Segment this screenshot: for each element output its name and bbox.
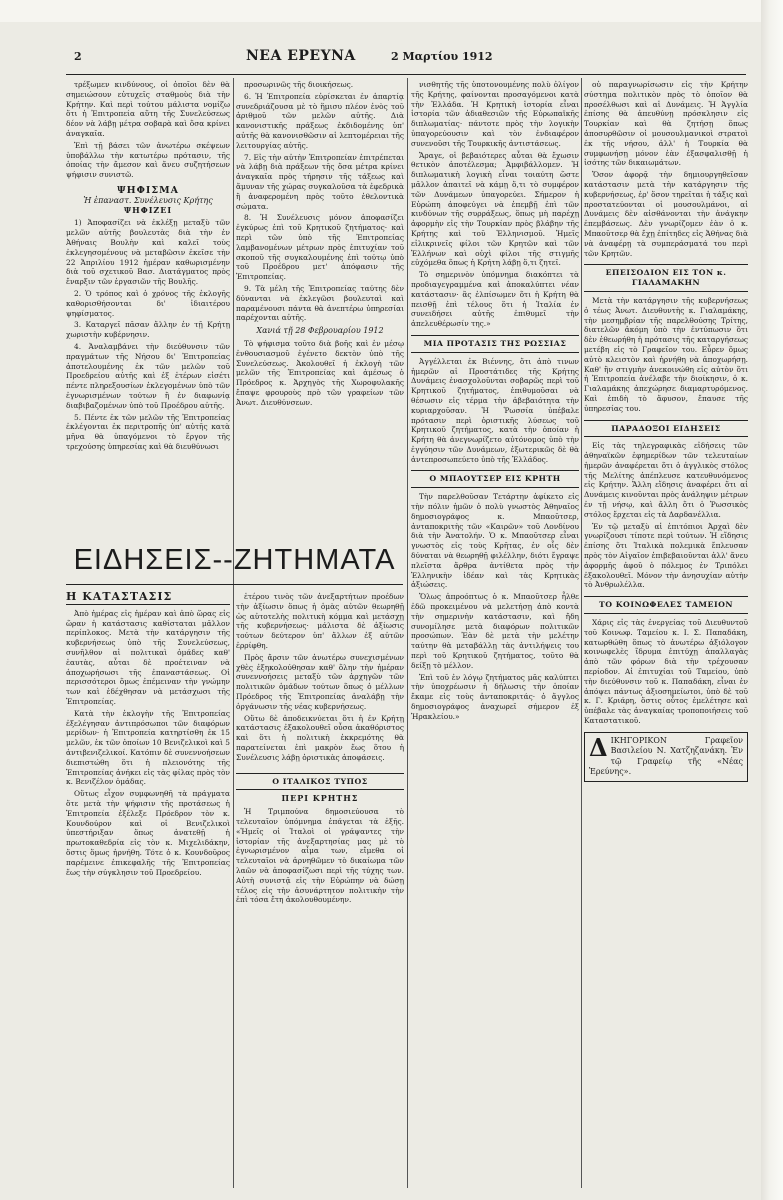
- ad-text: ΙΚΗΓΟΡΙΚΟΝ Γραφεῖον Βασιλείου Ν. Χατζηζανάκη. Ἐν τῷ Γραφείῳ τῆς «Νέας Ἐρεύνης».: [589, 735, 743, 777]
- article-text: Τὸ σημερινὸν ὑπόμνημα διακόπτει τὰ προδιαγεγραμμένα καὶ ἀποκαλύπτει νέαν κατάστασιν· ἂς ἐλπίσωμεν ὅτι ἡ Κρήτη θὰ πεισθῇ ἐπὶ τέλους ὅτι ἡ Ἰταλία ἐν συνειδήσει αὐτῆς ἐπιθυμεῖ τὴν ἀπελευθέρωσίν της.»: [411, 270, 579, 329]
- column-divider: [581, 78, 582, 1188]
- advertisement-box: [584, 732, 748, 782]
- column-4: [584, 80, 748, 1190]
- ribbon-rule: [66, 584, 403, 585]
- italikos-subheading: ΠΕΡΙ ΚΡΗΤΗΣ: [281, 793, 359, 804]
- column-1: [66, 80, 230, 530]
- article-text: Μετὰ τὴν κατάργησιν τῆς κυβερνήσεως ὁ τέως Ἀνωτ. Διευθυντὴς κ. Γιαλαμάκης, τὴν μεσημβρίαν τῆς παρελθούσης Τρίτης, διατελῶν ἀκόμη ὑπὸ τὴν ἐντύπωσιν ὅτι δὲν ἐθεωρήθη ἡ πρότασις τῆς καταργήσεως μετέβη εἰς τὸ Γραφεῖον του. Εὗρεν ὅμως αὐτὸ κλειστὸν καὶ ἠρνήθη νὰ ἀποχωρήσῃ. Καθ' ἣν στιγμὴν ἀνεκοινώθη εἰς αὐτὸν ὅτι ἡ Ἐπιτροπεία ἀνέλαβε τὴν διοίκησιν, ὁ κ. Γιαλαμάκης ἀπεχώρησε διαμαρτυρόμενος. Καὶ ἐπιδὴ τὸ ἄφυσον, ἔπαυσε τῆς ὑπηρεσίας του.: [584, 295, 748, 413]
- katastasis-article: [66, 592, 230, 1192]
- article-text: Ἡ Τριμπούνα δημοσιεύουσα τὸ τελευταῖον ὑπόμνημα ἐπάγεται τὰ ἑξῆς. «Ἡμεῖς οἱ Ἰταλοὶ οἱ γράψαντες τὴν ἱστορίαν τῆς ἀνεξαρτησίας μας μὲ τὸ ἐγνωρισμένον αἷμα των, εἴμεθα οἱ τελευταῖοι νὰ ἀρνηθῶμεν τὸ δικαίωμα τῶν λαῶν νὰ ἀποφασίζωσι περὶ τῆς τύχης των. Αὐτὴ συνιστᾷ εἰς τὴν Εὐρώπην νὰ δώσῃ τέλος εἰς τὴν ἀσυνάρτητον πολιτικὴν τὴν ἐπὶ τόσα ἔτη ἀκολουθουμένην.: [236, 807, 404, 905]
- column-divider: [407, 78, 408, 1188]
- article-text: Ἄραγε, οἱ βεβαιότερες αὗται θὰ ἔχωσιν θετικὸν ἀποτέλεσμα; Ἀμφιβάλλομεν. Ἡ διπλωματικὴ λογικὴ εἶναι τοιαύτη ὥστε μᾶλλον ἀπαιτεῖ νὰ κάμῃ ὅ,τι τὸ συμφέρον τῶν Δυνάμεων ὑπαγορεύει. Σήμερον ἡ Εὐρώπη ἀποφεύγει νὰ ἐπεμβῇ ἐπὶ τῶν κινδύνων τῆς συρράξεως, ὅπως μὴ παρέχῃ ἀφορμὴν εἰς τὴν Τουρκίαν πρὸς βλάβην τῆς Κρήτης καὶ τοῦ Ἑλληνισμοῦ. Ἡμεῖς εἰλικρινεῖς φίλοι τῶν Κρητῶν καὶ τῶν Ἑλλήνων καὶ οὐχὶ φίλοι τῆς στιγμῆς εὐχόμεθα ὅπως ἡ Κρήτη λάβῃ ὅ,τι ζητεῖ.: [411, 150, 579, 268]
- resolution-item: 7. Εἰς τὴν αὐτὴν Ἐπιτροπείαν ἐπιτρέπεται νὰ λάβῃ διὰ πράξεων τῆς ὅσα μέτρα κρίνει ἀναγκαῖα πρὸς τήρησιν τῆς τάξεως καὶ ἄμυναν τῆς χώρας συγκαλοῦσα τὰ ἐφεδρικὰ ἢ ἀναφερομένη πρὸς τοῦτο ἐθελοντικὰ σώματα.: [236, 152, 404, 211]
- dateline: Χανιά τῇ 28 Φεβρουαρίου 1912: [256, 326, 384, 336]
- article-text: Εἰς τὰς τηλεγραφικὰς εἰδήσεις τῶν ἀθηναϊκῶν ἐφημερίδων τῶν τελευταίων ἡμερῶν ἀναφέρεται ὅτι ὁ ἀγγλικὸς στόλος τῆς Μελίτης ἀπέπλευσε κατευθυνόμενος εἰς Κρήτην. Ἄλλη εἴδησις ἀναφέρει ὅτι αἱ Δυνάμεις κινοῦνται πρὸς ἀνάληψιν μέτρων ἐν τῇ νήσῳ, καὶ ἄλλη ὅτι ὁ Ῥωσσικὸς στόλος ἔρχεται εἰς τὰ Δαρδανέλλια.: [584, 441, 748, 519]
- article-text: τρέξωμεν κινδύνους, οἱ ὁποῖοι δὲν θὰ σημειώσουν εὐτυχεῖς σταθμοὺς διὰ τὴν Κρήτην. Καὶ περὶ τούτου μάλιστα νομίζω ὅτι ἡ Ἐπιτροπεία αὕτη τῆς Συνελεύσεως δέον νὰ λάβῃ μέτρα σοβαρὰ καὶ ὅσα κρίνει ἀναγκαῖα.: [66, 80, 230, 138]
- column-2-top: [236, 80, 404, 530]
- resolution-item: 2. Ὁ τρόπος καὶ ὁ χρόνος τῆς ἐκλογῆς καθορισθήσονται δι' ἰδιαιτέρου ψηφίσματος.: [66, 288, 230, 318]
- section-ribbon: ΕΙΔΗΣΕΙΣ--ΖΗΤΗΜΑΤΑ: [73, 544, 396, 576]
- article-text: Ἐπὶ τοῦ ἐν λόγῳ ζητήματος μᾶς καλύπτει τὴν ὑποχρέωσιν ἡ δήλωσις τὴν ὁποίαν ἔκαμε εἰς τοὺς ἀνταποκριτάς· ὁ ἄγγλος δημοσιογράφος ἀναχωρεῖ σήμερον ἐξ Ἠρακλείου.»: [411, 672, 579, 721]
- resolution-item: 9. Τὰ μέλη τῆς Ἐπιτροπείας ταύτης δὲν δύνανται νὰ ἐκλεγῶσι βουλευταὶ καὶ παραμένουσι πάντα θὰ ἀνεπτέρω ὑπηρεσίαι παρέχονται αὐτῆς.: [236, 283, 404, 323]
- header-rule: [66, 74, 746, 75]
- article-text: Οὕτω δὲ ἀποδεικνύεται ὅτι ἡ ἐν Κρήτῃ κατάστασις ἐξακολουθεῖ οὖσα ἀκαθόριστος καὶ ὅτι ἡ πολιτικὴ ἐκκρεμότης θὰ παρατείνεται ἐπὶ μακρὸν ἕως ὅτου ἡ Συνέλευσις λάβῃ ὁριστικὰς ἀποφάσεις.: [236, 713, 404, 762]
- article-text: προσωρινῶς τῆς διοικήσεως.: [244, 80, 354, 89]
- scan-binding-edge: [761, 0, 783, 1200]
- article-text: Ἀπὸ ἡμέρας εἰς ἡμέραν καὶ ἀπὸ ὥρας εἰς ὥραν ἡ κατάστασις καθίσταται μᾶλλον περίπλοκος. Μετὰ τὴν κατάργησιν τῆς κυβερνήσεως ὑπὸ τῆς Συνελεύσεως, συνῆλθον αἱ πολιτικαὶ ὁμάδες καθ' ἑαυτὰς, αὗται δὲ προέτειναν νὰ ἀποχωρήσωσι τῆς ἐπαναστάσεως. Οἱ περισσότεροι ὅμως ἐπέμειναν τὴν γνώμην των καὶ ἐδέχθησαν νὰ μετάσχωσι τῆς Ἐπιτροπείας.: [66, 608, 230, 706]
- article-text: Τὴν παρελθοῦσαν Τετάρτην ἀφίκετο εἰς τὴν πόλιν ἡμῶν ὁ πολὺ γνωστὸς Ἀθηναῖος δημοσιογράφος κ. Μπαοῦτσερ, ἀνταποκριτὴς τῶν «Καιρῶν» τοῦ Λονδίνου διὰ τὴν Ἀνατολήν. Ὁ κ. Μπαοῦτσερ εἶναι γνωστὸς εἰς τοὺς Κρῆτας, ἐν οἷς δὲν δύναται νὰ θεωρηθῇ φιλέλλην, διότι ἔγραψε πλεῖστα ἄρθρα ἀντίθετα πρὸς τὴν Ἑλληνικὴν ἰδέαν καὶ τὰς Κρητικὰς ἀξιώσεις.: [411, 492, 579, 590]
- article-text: Ἐν τῷ μεταξὺ αἱ ἐπιτόπιοι Ἀρχαὶ δὲν γνωρίζουσι τίποτε περὶ τούτων. Ἡ εἴδησις ἐπίσης ὅτι Ἰταλικὰ πολεμικὰ ἔπλευσαν πρὸς τὸν Αἰγαῖον ἐπιβεβαιοῦνται ἀλλ' ἄνευ ἀφορμῆς ἀφοῦ ὁ πόλεμος ἐν Τριπόλει ἐξακολουθεῖ. Μόνον τὴν ἀνησυχίαν αὐτὴν τὸ Ἀνθρωλέλλα.: [584, 521, 748, 590]
- scan-top-strip: [0, 0, 783, 22]
- column-2-bottom: [236, 592, 404, 1192]
- article-text: οὐ παραγνωρίσωσιν εἰς τὴν Κρήτην σύστημα πολιτικὸν πρὸς τὸ ὁποῖον θὰ προσέλθωσι καὶ αἱ Δυνάμεις. Ἡ Ἀγγλία ἐπίσης θὰ ἀπευθύνῃ πρόσκλησιν εἰς Τουρκίαν καὶ θὰ ζητήσῃ ὅπως ἀποσυρθῶσιν οἱ μουσουλμανικοὶ στρατοὶ ἐκ τῆς νήσου, ἀλλ' ἡ Τουρκία θὰ συμφωνήσῃ μόνον ἐὰν ἐξασφαλισθῇ ἡ ἰσότης τῶν δικαιωμάτων.: [584, 80, 748, 168]
- resolution-item: 1) Ἀποφασίζει νὰ ἐκλέξῃ μεταξὺ τῶν μελῶν αὐτῆς βουλευτὰς διὰ τὴν ἐν Ἀθήναις Βουλὴν καὶ καλεῖ τοὺς ἐκλεγησομένους νὰ μεταβῶσιν ἐκεῖσε τὴν 22 Ἀπριλίου 1912 ἡμέραν καθωρισμένην διὰ τοῦ σχετικοῦ Βασ. Διατάγματος πρὸς ἔναρξιν τῶν ἐργασιῶν τῆς Βουλῆς.: [66, 218, 230, 287]
- article-text: Χάρις εἰς τὰς ἐνεργείας τοῦ Διευθυντοῦ τοῦ Κοινωφ. Ταμείου κ. Ι. Σ. Παπαδάκη, κατωρθώθη ὅπως τὸ ἀνωτέρω ἀξιόλογον κοινωφελὲς ἵδρυμα ἐπιτύχῃ ἀπαλλαγὰς ἀπὸ τῶν φόρων διὰ τὴν τρέχουσαν περίοδον. Αἱ ἐπιτυχίαι τοῦ Ταμείου, ὑπὸ τὴν διεύθυνσιν τοῦ κ. Παπαδάκη, εἶναι ἐν ἀπόψει πάντως ἀξιοσημείωτοι, ὑπὸ δὲ τοῦ κ. Γ. Κριάρη, ὅστις οὗτος ἐμελέτησε καὶ ὑπέβαλε τὰς ἀναγκαίας τροποποιήσεις τοῦ Καταστατικοῦ.: [584, 618, 748, 726]
- tameion-heading: ΤΟ ΚΟΙΝΩΦΕΛΕΣ ΤΑΜΕΙΟΝ: [584, 596, 748, 614]
- gialamakis-heading: ΕΠΕΙΣΟΔΙΟΝ ΕΙΣ ΤΟΝ κ. ΓΙΑΛΑΜΑΚΗΝ: [584, 264, 748, 292]
- article-text: Οὕτως εἶχον συμφωνηθῆ τὰ πράγματα ὅτε μετὰ τὴν ψήφισιν τῆς προτάσεως ἡ Ἐπιτροπεία ἐξέλεξε Πρόεδρον τὸν κ. Κουνδούρον καὶ οἱ Βενιζελικοὶ ὑπεστήριξαν ὅπως ἀνατεθῇ ἡ πρωτοκαθεδρία εἰς τὸν κ. Μιχελιδάκην, ὅστις ὅμως ἠρνήθη. Τότε ὁ κ. Κουνδοῦρος παρέμεινε ἐπικεφαλῆς τῆς Ἐπιτροπείας ἕως τὴν σύγκλησιν τοῦ Προεδρείου.: [66, 789, 230, 877]
- article-text: Ὅλως ἀπροόπτως ὁ κ. Μπαοῦτσερ ἦλθε ἐδῶ προκειμένου νὰ μελετήσῃ ἀπὸ κοντὰ τὴν σημερινὴν κατάστασιν, καὶ ἤδη συνομίλησε μετὰ διαφόρων πολιτικῶν προσώπων. Ἐὰν δὲ μετὰ τὴν μελέτην ταύτην θὰ μεταβάλλῃ τὰς ἀντιλήψεις του περὶ τοῦ Κρητικοῦ ζητήματος, τοῦτο θὰ δείξῃ τὸ μέλλον.: [411, 592, 579, 670]
- ad-drop-cap: Δ: [589, 732, 608, 762]
- psifisma-subheading: Ἡ ἐπαναστ. Συνέλευσις Κρήτης: [83, 195, 213, 205]
- resolution-item: 3. Καταργεῖ πᾶσαν ἄλλην ἐν τῇ Κρήτῃ χωριστὴν κυβέρνησιν.: [66, 320, 230, 340]
- resolution-item: 4. Ἀναλαμβάνει τὴν διεύθυνσιν τῶν πραγμάτων τῆς Νήσου δι' Ἐπιτροπείας ἀποτελουμένης ἐκ τῶν μελῶν τοῦ Προεδρείου αὐτῆς καὶ ἐξ ἑτέρων εἰσέτι πέντε πληρεξουσίων ἐκλεγομένων ὑπὸ τῶν ἐγνωρισμένων τούτων ἢ ἐν διαφωνίᾳ διαβιβαζομένων ὑπὸ τοῦ Προέδρου αὐτῆς.: [66, 341, 230, 410]
- psifizei-heading: ΨΗΦΙΖΕΙ: [123, 204, 173, 215]
- psifisma-heading: ΨΗΦΙΣΜΑ: [117, 184, 179, 196]
- column-divider: [233, 78, 234, 1188]
- issue-date: 2 Μαρτίου 1912: [391, 50, 493, 63]
- article-text: Τὸ ψήφισμα τοῦτο διὰ βοῆς καὶ ἐν μέσῳ ἐνθουσιασμοῦ ἐγένετο δεκτὸν ὑπὸ τῆς Συνελεύσεως. Ἀκολουθεῖ ἡ ἐκλογὴ τῶν μελῶν τῆς Ἐπιτροπείας καὶ ἀμέσως ὁ Πρόεδρος κ. Ἀρχηγὸς τῆς Χωροφυλακῆς ἔπαψε φρουροὺς πρὸ τῶν γραφείων τῶν Ἀνωτ. Διευθύνσεων.: [236, 338, 404, 407]
- article-text: ἑτέρου τινὸς τῶν ἀνεξαρτήτων προέδων τὴν ἀξίωσιν ὅπως ἡ ὁμὰς αὐτῶν θεωρηθῇ ὡς αὐτοτελὴς πολιτικὴ κόμμα καὶ μετάσχῃ τῆς κυβερνήσεως· μάλιστα δὲ ἀξίωσις τούτων δεύτερον ὑπ' ἄλλων ἐξ αὐτῶν ἐρρίφθη.: [236, 592, 404, 650]
- article-text: Κατὰ τὴν ἐκλογὴν τῆς Ἐπιτροπείας ἐξελέγησαν ἀντιπρόσωποι τῶν διαφόρων μερίδων· ἡ Ἐπιτροπεία κατηρτίσθη ἐκ 15 μελῶν, ἐκ τῶν ὁποίων 10 Βενιζελικοὶ καὶ 5 ἀντιβενιζελικοί. Κατόπιν δὲ συνεννοήσεων διεπιστώθη ὅτι ἡ πλειονότης τῆς Ἐπιτροπείας ἀνήκει εἰς τὰς φίλας πρὸς τὸν κ. Βενιζέλον ὁμάδας.: [66, 708, 230, 787]
- newspaper-page: [56, 34, 756, 1194]
- katastasis-heading: Η ΚΑΤΑΣΤΑΣΙΣ: [66, 592, 230, 605]
- article-text: Ἀγγέλλεται ἐκ Βιέννης, ὅτι ἀπὸ τινων ἡμερῶν αἱ Προστάτιδες τῆς Κρήτης Δυνάμεις ἐνασχολοῦνται σοβαρῶς περὶ τοῦ Κρητικοῦ ζητήματος, ἐπιθυμοῦσαι νὰ θέσωσιν εἰς τέρμα τὴν ἀβεβαιότητα τὴν κυριαρχοῦσαν. Ἡ Ῥωσσία ὑπέβαλε πρότασιν περὶ ὁριστικῆς λύσεως τοῦ Κρητικοῦ ζητήματος, κατὰ τὴν ὁποίαν ἡ Κρήτη θὰ ἀνεγνωρίζετο αὐτόνομος ὑπὸ τὴν ἐγγύησιν τῶν Δυνάμεων, ἐξωτερικῶς δὲ θὰ ἀντεπροσωπεύετο ὑπὸ τῆς Ἑλλάδος.: [411, 356, 579, 464]
- article-text: Ἐπὶ τῇ βάσει τῶν ἀνωτέρω σκέψεων ὑποβάλλω τὴν κατωτέρω πρότασιν, τῆς ὁποίας τὴν ἄμεσον καὶ ἄνευ συζητήσεων ψήφισιν συνιστῶ.: [66, 140, 230, 180]
- article-text: Πρὸς ἄρσιν τῶν ἀνωτέρω συνεχισμένων χθὲς ἐξηκολούθησαν καθ' ὅλην τὴν ἡμέραν συνεννοήσεις μεταξὺ τῶν ἀρχηγῶν τῶν πολιτικῶν ὁμάδων τούτων ὅπως ὁ μέλλων Πρόεδρος τῆς Ἐπιτροπείας ἀναλάβῃ τὴν ὀργάνωσιν τῆς νέας κυβερνήσεως.: [236, 652, 404, 711]
- article-text: Ὅσον ἀφορᾷ τὴν δημιουργηθεῖσαν κατάστασιν μετὰ τὴν κατάργησιν τῆς κυβερνήσεως, ἐρ' ὅσον τηρεῖται ἡ τάξις καὶ προστατεύονται οἱ μουσουλμάνοι, αἱ Δυνάμεις δὲν αἰσθάνονται τὴν ἀνάγκην ἐπεμβάσεως. Δὲν γνωρίζομεν ἐὰν ὁ κ. Μπαοῦτσερ θὰ ἔχῃ ἐπίτηδες εἰς Ἀθήνας διὰ νὰ ἀναφέρῃ τὰ συμπεράσματά του περὶ τῶν Κρητῶν.: [584, 170, 748, 258]
- italikos-heading: Ο ΙΤΑΛΙΚΟΣ ΤΥΠΟΣ: [236, 773, 404, 791]
- article-text: νισθητῆς τῆς ὑποτονουμένης πολὺ ὀλίγον τῆς Κρήτης, φαίνονται προσαγόμενοι κατὰ τὴν Ἑλλάδα. Ἡ Κρητικὴ ἱστορία εἶναι ἱστορία τῶν ἀδιαθεσιῶν τῆς Εὐρωπαϊκῆς διπλωματίας· πάντοτε πρὸς τὴν λογικὴν ὑπαγορεύουσιν καὶ τὸν ἐνδιαφέρον συνενοῦσι τῆς Τουρκικῆς ἀντιστάσεως.: [411, 80, 579, 148]
- column-3: [411, 80, 579, 1190]
- resolution-item: 5. Πέντε ἐκ τῶν μελῶν τῆς Ἐπιτροπείας ἐκλέγονται ἐκ περιτροπῆς ὑπ' αὐτῆς κατὰ μῆνα θὰ ὑπαγόμενοι τὸ ἔργον τῆς τρεχούσης ὑπηρεσίας καὶ θὰ διευθύνωσι: [66, 412, 230, 451]
- newspaper-title: ΝΕΑ ΕΡΕΥΝΑ: [246, 48, 356, 64]
- page-number: 2: [74, 50, 82, 63]
- paradoxoi-heading: ΠΑΡΑΔΟΞΟΙ ΕΙΔΗΣΕΙΣ: [584, 420, 748, 438]
- rosia-heading: ΜΙΑ ΠΡΟΤΑΣΙΣ ΤΗΣ ΡΩΣΣΙΑΣ: [411, 335, 579, 353]
- resolution-item: 8. Ἡ Συνέλευσις μόνον ἀποφασίζει ἐγκύρως ἐπὶ τοῦ Κρητικοῦ ζητήματος· καὶ περὶ τῶν ὑπὸ τῆς Ἐπιτροπείας λαμβανομένων μέτρων πρὸς ἐπιτυχίαν τοῦ σκοποῦ τῆς συγκαλουμένης ἐπὶ τούτῳ ὑπὸ τοῦ Προέδρου μετ' ἀπόφασιν τῆς Ἐπιτροπείας.: [236, 213, 404, 282]
- mpaoutser-heading: Ο ΜΠΑΟΥΤΣΕΡ ΕΙΣ ΚΡΗΤΗ: [411, 470, 579, 488]
- resolution-item: 6. Ἡ Ἐπιτροπεία εὑρίσκεται ἐν ἀπαρτίᾳ συνεδριάζουσα μὲ τὸ ἥμισυ πλέον ἑνὸς τοῦ ἀριθμοῦ τῶν μελῶν αὐτῆς. Διὰ κανονιστικῆς πράξεως ἐκδιδομένης ὑπ' αὐτῆς θὰ κανονισθῶσιν αἱ λεπτομέρειαι τῆς λειτουργίας αὐτῆς.: [236, 91, 404, 150]
